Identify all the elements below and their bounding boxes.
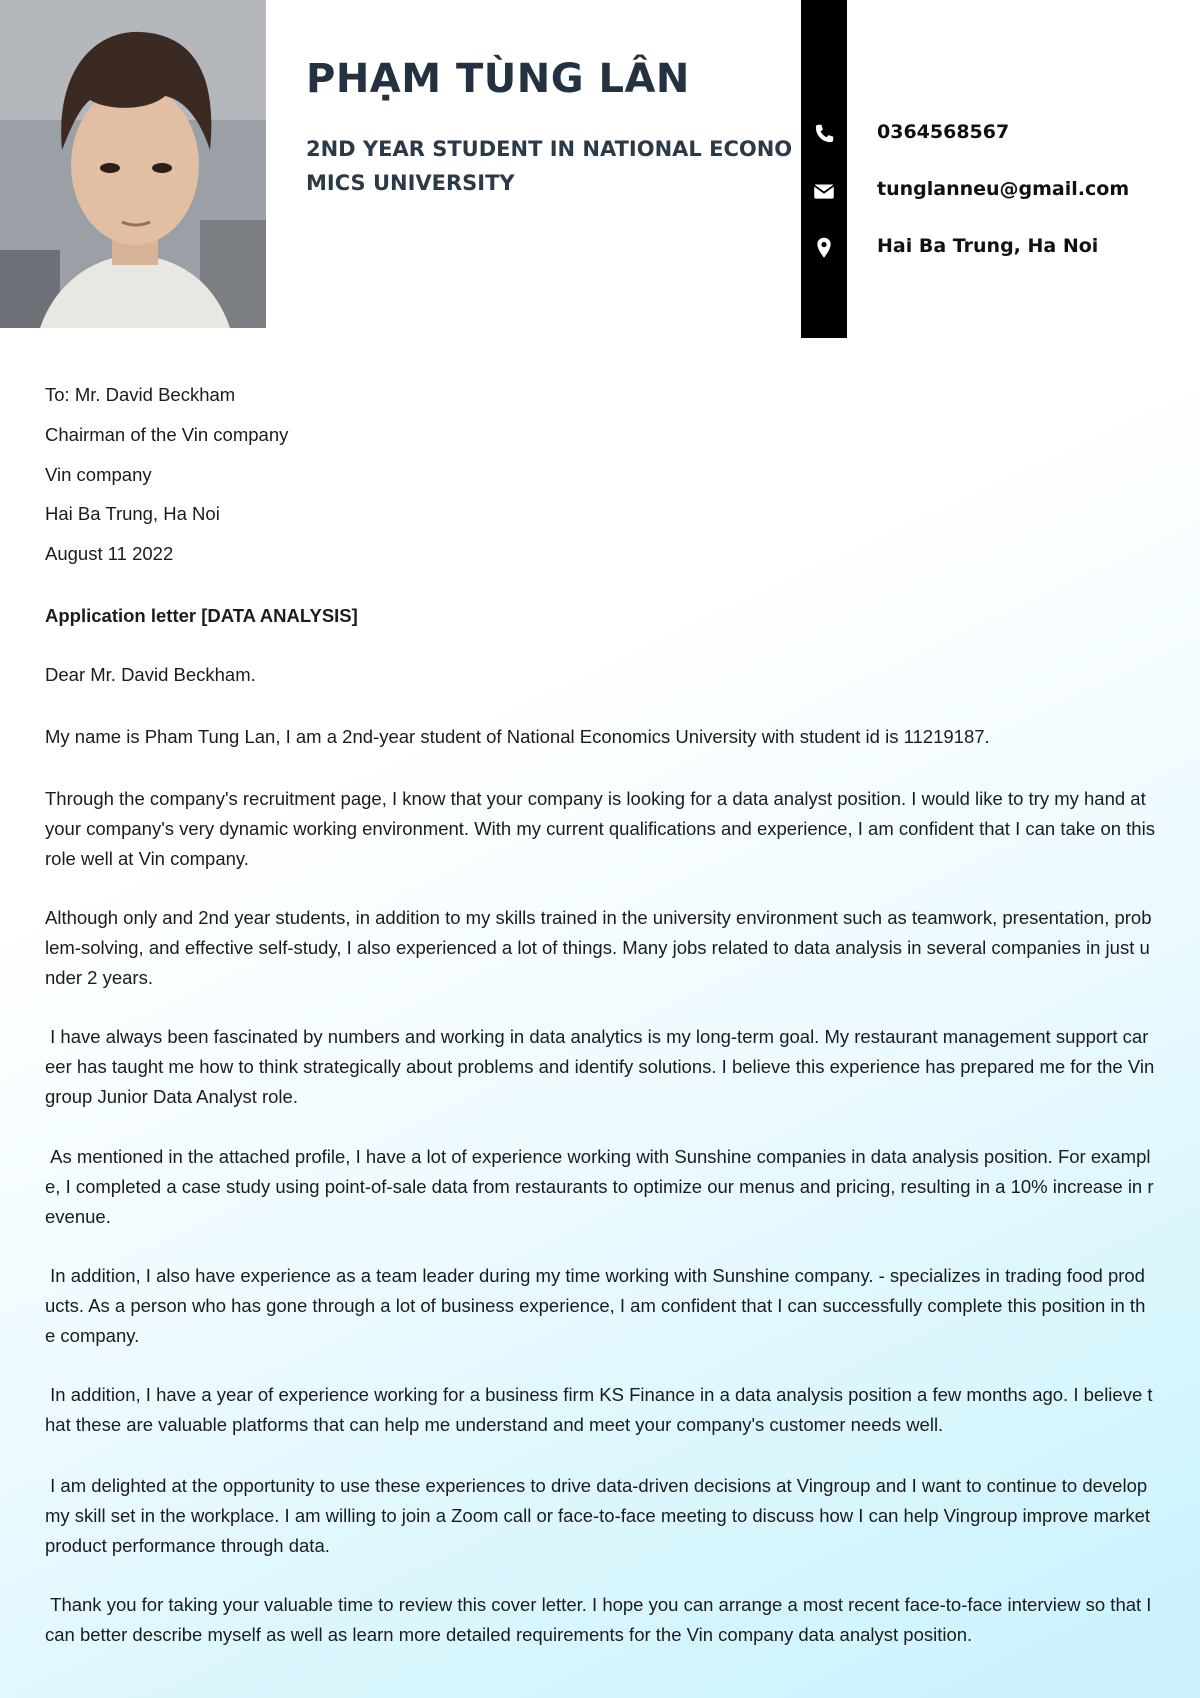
profile-photo [0,0,266,328]
contact-email: tunglanneu@gmail.com [877,178,1130,200]
letter-date: August 11 2022 [45,543,174,564]
contact-address: Hai Ba Trung, Ha Noi [877,235,1099,257]
envelope-icon [811,178,837,204]
recipient-position: Chairman of the Vin company [45,424,289,445]
recipient-to: To: Mr. David Beckham [45,384,236,405]
letter-paragraph: In addition, I have a year of experience working for a business firm KS Finance in a data analysis position a few months ago. I believe that these are valuable platforms that can help me understand and meet your company's customer needs well. [45,1384,1153,1435]
letter-subject: Application letter [DATA ANALYSIS] [45,605,358,626]
letter-paragraph: My name is Pham Tung Lan, I am a 2nd-year student of National Economics University with student id is 11219187. [45,726,990,747]
letter-paragraph: As mentioned in the attached profile, I have a lot of experience working with Sunshine companies in data analysis position. For example, I completed a case study using point-of-sale data from restaurants to optimize our menus and pricing, resulting in a 10% increase in revenue. [45,1146,1154,1227]
contact-phone: 0364568567 [877,121,1010,143]
location-pin-icon [811,235,837,261]
recipient-company: Vin company [45,464,152,485]
letter-paragraph: Although only and 2nd year students, in addition to my skills trained in the university environment such as teamwork, presentation, problem-solving, and effective self-study, I also experienced a lot of things. Many jobs related to data analysis in several companies in just under 2 years. [45,907,1152,988]
letter-paragraph: In addition, I also have experience as a team leader during my time working with Sunshine company. - specializes in trading food products. As a person who has gone through a lot of business experience, I am confident that I can successfully complete this position in the company. [45,1265,1146,1346]
candidate-name: PHẠM TÙNG LÂN [306,56,690,102]
letter-paragraph: I have always been fascinated by numbers and working in data analytics is my long-term goal. My restaurant management support career has taught me how to think strategically about problems and identify solutions. I believe this experience has prepared me for the Vingroup Junior Data Analyst role. [45,1026,1155,1107]
letter-salutation: Dear Mr. David Beckham. [45,664,256,685]
portrait-illustration [0,0,266,328]
phone-icon [811,121,837,147]
recipient-address: Hai Ba Trung, Ha Noi [45,503,220,524]
candidate-headline: 2ND YEAR STUDENT IN NATIONAL ECONOMICS UNIVERSITY [306,137,793,195]
contact-icon-bar [801,0,847,338]
letter-paragraph: Thank you for taking your valuable time to review this cover letter. I hope you can arrange a most recent face-to-face interview so that I can better describe myself as well as learn more detailed requirements for the Vin company data analyst position. [45,1594,1157,1645]
letter-paragraph: I am delighted at the opportunity to use these experiences to drive data-driven decisions at Vingroup and I want to continue to develop my skill set in the workplace. I am willing to join a Zoom call or face-to-face meeting to discuss how I can help Vingroup improve market product performance through data. [45,1475,1156,1556]
letter-paragraph: Through the company's recruitment page, I know that your company is looking for a data analyst position. I would like to try my hand at your company's very dynamic working environment. With my current qualifications and experience, I am confident that I can take on this role well at Vin company. [45,788,1161,869]
